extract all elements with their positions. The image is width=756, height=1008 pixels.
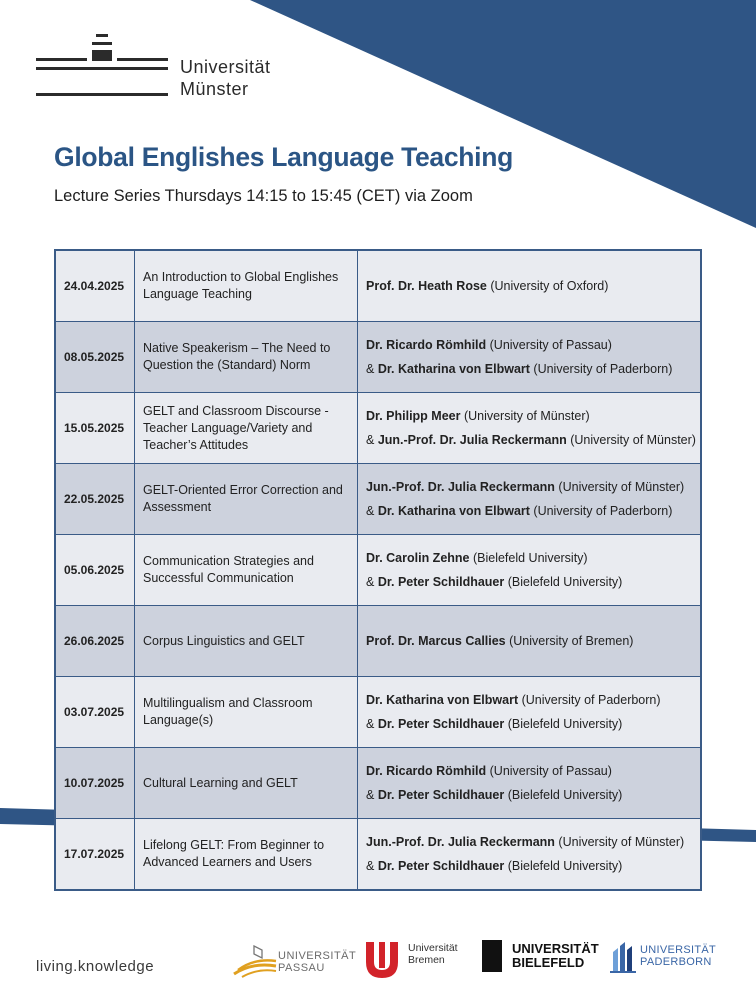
lecture-speakers bbox=[358, 535, 702, 606]
speaker-name: Dr. Katharina von Elbwart bbox=[377, 504, 530, 518]
passau-logo bbox=[232, 944, 362, 980]
lecture-date: 05.06.2025 bbox=[55, 535, 135, 606]
speaker-affiliation: (Bielefeld University) bbox=[469, 551, 588, 565]
passau-line2: PASSAU bbox=[278, 962, 325, 974]
bielefeld-line2: BIELEFELD bbox=[512, 955, 585, 970]
paderborn-line1: UNIVERSITÄT bbox=[640, 944, 717, 956]
schedule-table bbox=[54, 249, 702, 891]
bielefeld-line1: UNIVERSITÄT bbox=[512, 941, 599, 956]
lecture-speakers bbox=[358, 322, 702, 393]
speaker-name: Jun.-Prof. Dr. Julia Reckermann bbox=[366, 835, 555, 849]
speaker-line bbox=[366, 499, 692, 523]
speaker-name: Dr. Peter Schildhauer bbox=[377, 859, 505, 873]
speaker-prefix: & bbox=[366, 575, 378, 589]
lecture-speakers bbox=[358, 464, 702, 535]
speaker-line bbox=[366, 854, 692, 878]
speaker-affiliation: (University of Paderborn) bbox=[518, 693, 661, 707]
passau-logo-text bbox=[278, 950, 356, 974]
bremen-line1: Universität bbox=[408, 942, 458, 954]
speaker-line bbox=[366, 783, 692, 807]
footer-tagline: living.knowledge bbox=[36, 958, 155, 975]
bremen-logo-text bbox=[408, 942, 458, 966]
paderborn-logo-text bbox=[640, 944, 716, 968]
speaker-name: Dr. Ricardo Römhild bbox=[366, 338, 487, 352]
speaker-affiliation: (University of Münster) bbox=[554, 480, 685, 494]
speaker-name: Dr. Ricardo Römhild bbox=[366, 764, 487, 778]
speaker-name: Dr. Philipp Meer bbox=[366, 409, 461, 423]
speaker-line bbox=[366, 333, 692, 357]
speaker-prefix: & bbox=[366, 859, 378, 873]
speaker-affiliation: (University of Paderborn) bbox=[529, 362, 673, 376]
speaker-name: Dr. Peter Schildhauer bbox=[377, 788, 505, 802]
speaker-prefix: & bbox=[366, 433, 378, 447]
speaker-prefix: & bbox=[366, 504, 378, 518]
speaker-prefix: & bbox=[366, 362, 378, 376]
paderborn-logo-icon bbox=[610, 938, 638, 974]
speaker-affiliation: (University of Passau) bbox=[486, 338, 612, 352]
lecture-topic: Cultural Learning and GELT bbox=[135, 748, 358, 819]
university-logo bbox=[36, 34, 296, 104]
lecture-speakers bbox=[358, 819, 702, 891]
schedule-row bbox=[55, 535, 701, 606]
speaker-name: Dr. Katharina von Elbwart bbox=[366, 693, 519, 707]
speaker-affiliation: (Bielefeld University) bbox=[504, 788, 623, 802]
speaker-name: Dr. Peter Schildhauer bbox=[377, 717, 505, 731]
speaker-affiliation: (University of Paderborn) bbox=[529, 504, 673, 518]
speaker-line bbox=[366, 830, 692, 854]
speaker-affiliation: (Bielefeld University) bbox=[504, 717, 623, 731]
page-title: Global Englishes Language Teaching bbox=[54, 142, 514, 172]
lecture-date: 15.05.2025 bbox=[55, 393, 135, 464]
lecture-speakers bbox=[358, 393, 702, 464]
university-logo-icon bbox=[36, 34, 176, 104]
passau-line1: UNIVERSITÄT bbox=[278, 950, 357, 962]
lecture-date: 22.05.2025 bbox=[55, 464, 135, 535]
paderborn-line2: PADERBORN bbox=[640, 956, 712, 968]
speaker-line bbox=[366, 428, 696, 452]
lecture-topic: An Introduction to Global Englishes Language Teaching bbox=[135, 250, 358, 322]
speaker-affiliation: (University of Bremen) bbox=[505, 634, 634, 648]
passau-logo-icon bbox=[232, 944, 278, 980]
lecture-speakers bbox=[358, 250, 702, 322]
speaker-line bbox=[366, 712, 692, 736]
bielefeld-logo-text bbox=[512, 942, 599, 970]
speaker-prefix: & bbox=[366, 717, 378, 731]
lecture-topic: Communication Strategies and Successful Communication bbox=[135, 535, 358, 606]
lecture-date: 10.07.2025 bbox=[55, 748, 135, 819]
speaker-line bbox=[366, 274, 692, 298]
speaker-line bbox=[366, 759, 692, 783]
lecture-topic: Multilingualism and Classroom Language(s) bbox=[135, 677, 358, 748]
lecture-topic: GELT and Classroom Discourse - Teacher Language/Variety and Teacher’s Attitudes bbox=[135, 393, 358, 464]
speaker-name: Dr. Carolin Zehne bbox=[366, 551, 470, 565]
speaker-name: Prof. Dr. Marcus Callies bbox=[366, 634, 506, 648]
lecture-speakers bbox=[358, 677, 702, 748]
lecture-topic: Lifelong GELT: From Beginner to Advanced Learners and Users bbox=[135, 819, 358, 891]
speaker-line bbox=[366, 570, 692, 594]
lecture-date: 24.04.2025 bbox=[55, 250, 135, 322]
speaker-affiliation: (University of Oxford) bbox=[486, 279, 609, 293]
schedule-row bbox=[55, 677, 701, 748]
lecture-topic: GELT-Oriented Error Correction and Assessment bbox=[135, 464, 358, 535]
speaker-affiliation: (University of Münster) bbox=[460, 409, 590, 423]
speaker-affiliation: (University of Münster) bbox=[554, 835, 685, 849]
speaker-name: Prof. Dr. Heath Rose bbox=[366, 279, 487, 293]
speaker-affiliation: (Bielefeld University) bbox=[504, 859, 623, 873]
schedule-row bbox=[55, 322, 701, 393]
page-subtitle: Lecture Series Thursdays 14:15 to 15:45 (CET) via Zoom bbox=[54, 187, 473, 205]
schedule-row bbox=[55, 250, 701, 322]
university-name bbox=[180, 56, 271, 100]
lecture-topic: Corpus Linguistics and GELT bbox=[135, 606, 358, 677]
speaker-line bbox=[366, 546, 692, 570]
bielefeld-logo-icon bbox=[482, 940, 504, 972]
speaker-name: Jun.-Prof. Dr. Julia Reckermann bbox=[377, 433, 567, 447]
schedule-row bbox=[55, 393, 701, 464]
speaker-affiliation: (Bielefeld University) bbox=[504, 575, 623, 589]
bremen-logo bbox=[362, 940, 478, 982]
paderborn-logo bbox=[610, 938, 730, 976]
speaker-line bbox=[366, 357, 692, 381]
university-name-line2: Münster bbox=[180, 79, 249, 99]
lecture-topic: Native Speakerism – The Need to Question the (Standard) Norm bbox=[135, 322, 358, 393]
schedule-row bbox=[55, 606, 701, 677]
lecture-date: 03.07.2025 bbox=[55, 677, 135, 748]
speaker-name: Dr. Katharina von Elbwart bbox=[377, 362, 530, 376]
bielefeld-logo bbox=[482, 940, 606, 976]
schedule-row bbox=[55, 464, 701, 535]
speaker-line bbox=[366, 475, 692, 499]
schedule-row bbox=[55, 748, 701, 819]
lecture-date: 08.05.2025 bbox=[55, 322, 135, 393]
lecture-date: 26.06.2025 bbox=[55, 606, 135, 677]
speaker-name: Jun.-Prof. Dr. Julia Reckermann bbox=[366, 480, 555, 494]
bremen-line2: Bremen bbox=[408, 954, 445, 966]
speaker-name: Dr. Peter Schildhauer bbox=[377, 575, 505, 589]
speaker-line bbox=[366, 404, 692, 428]
speaker-line bbox=[366, 629, 692, 653]
university-name-line1: Universität bbox=[180, 57, 271, 77]
speaker-affiliation: (University of Passau) bbox=[486, 764, 612, 778]
lecture-date: 17.07.2025 bbox=[55, 819, 135, 891]
lecture-speakers bbox=[358, 606, 702, 677]
lecture-speakers bbox=[358, 748, 702, 819]
speaker-affiliation: (University of Münster) bbox=[566, 433, 696, 447]
speaker-line bbox=[366, 688, 692, 712]
bremen-logo-icon bbox=[362, 940, 402, 982]
speaker-prefix: & bbox=[366, 788, 378, 802]
schedule-row bbox=[55, 819, 701, 891]
